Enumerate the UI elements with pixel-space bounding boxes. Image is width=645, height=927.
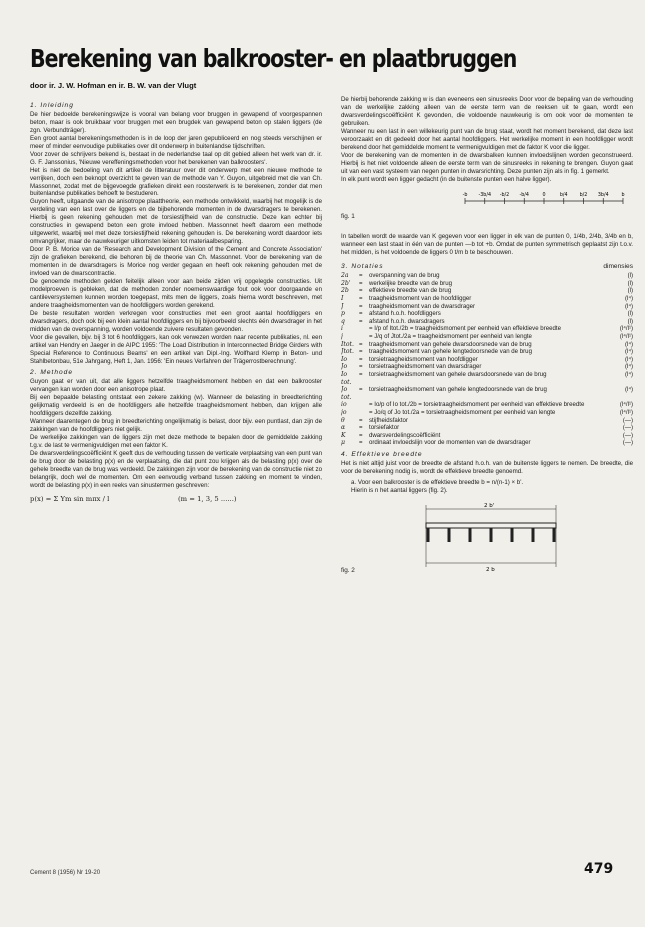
girder-web bbox=[448, 528, 451, 542]
paragraph: De werkelijke zakkingen van de liggers zijn met deze methode te bepalen door de gemiddelde zakking t.g.v. de last te vermenigvuldigen met een faktor K. bbox=[30, 434, 322, 450]
notation-description: torsietraagheidsmoment van dwarsdrager bbox=[369, 363, 482, 371]
notation-symbol: 2b' bbox=[341, 279, 351, 287]
section-heading: 1. Inleiding bbox=[30, 102, 74, 109]
notation-dimension: (l⁴) bbox=[624, 386, 633, 394]
notation-symbol: jo bbox=[341, 408, 347, 416]
notation-description: torsiefaktor bbox=[369, 424, 400, 432]
notation-symbol: Itot. bbox=[341, 340, 354, 348]
notation-equals: = bbox=[359, 295, 363, 303]
notations-table bbox=[341, 272, 633, 447]
fig1-tick-label: b/4 bbox=[559, 193, 568, 199]
bottom-dimension-label: 2 b bbox=[486, 566, 495, 573]
section-4-item-a: a. Voor een balkrooster is de effektieve breedte b = n/(n-1) × b'. bbox=[351, 478, 524, 486]
paragraph: Het is niet de bedoeling van dit artikel de litteratuur over dit onderwerp met een nieuwe methode te verrijken, doch een beknopt overzicht te geven van de methode van Y. Guyon, uitgebreid met die van Ch. Massonnet, zodat met de bijgevoegde grafieken direkt een roosterwerk is te berekenen, zonder dat men buitenlandse publikaties behoeft te bestuderen. bbox=[30, 166, 322, 198]
notation-row bbox=[341, 325, 633, 333]
notation-symbol: I bbox=[341, 295, 344, 303]
notation-symbol: i bbox=[341, 325, 343, 333]
notation-description: traagheidsmoment van gehele lengtedoorsnede van de brug bbox=[369, 348, 532, 356]
notation-description: traagheidsmoment van de hoofdligger bbox=[369, 295, 472, 303]
notation-dimension: (l⁴/l¹) bbox=[619, 401, 633, 409]
notation-dimension: (—) bbox=[622, 424, 633, 432]
right-column bbox=[341, 96, 633, 856]
notation-row bbox=[341, 432, 633, 440]
formula-lhs: p(x) = Σ Ym sin mπx / l bbox=[30, 494, 110, 503]
paragraph: De hier bedoelde berekeningswijze is vooral van belang voor bruggen in gewapend of voorgespannen beton, maar is ook bruikbaar voor bruggen met een brugdek van gewapend beton op stalen liggers (de zgn. Verbundträger). bbox=[30, 110, 322, 134]
notation-equals: = bbox=[359, 355, 363, 363]
girder-web bbox=[553, 528, 556, 542]
notation-description: traagheidsmoment van de dwarsdrager bbox=[369, 302, 476, 310]
load-series-formula bbox=[30, 496, 322, 504]
notation-symbol: K bbox=[341, 431, 346, 439]
notation-dimension: (l⁴/l¹) bbox=[619, 408, 633, 416]
notation-dimension: (—) bbox=[622, 416, 633, 424]
girder-web bbox=[490, 528, 493, 542]
notation-dimension: (l) bbox=[627, 272, 633, 280]
section-4-paragraph: Het is niet altijd juist voor de breedte de afstand h.o.h. van de buitenste liggers te nemen. De breedte, die voor de berekening nodig is, wordt de effektieve breedte genoemd. bbox=[341, 459, 633, 475]
fig1-tick-label: -b bbox=[462, 193, 468, 199]
journal-footer: Cement 8 (1956) Nr 19-20 bbox=[30, 870, 101, 876]
paragraph: Door P. B. Morice van de 'Research and Development Division of the Cement and Concrete Association' zijn de grafieken berekend, die behoren bij de theorie van Ch. Massonnet. Voor de berekening van de momenten in de dwarsdragers is Morice nog verder gegaan en heeft ook rekening gehouden met de invloed van de dwarscontractie. bbox=[30, 246, 322, 278]
notation-equals: = bbox=[359, 371, 363, 379]
paragraph: De beste resultaten worden verkregen voor constructies met een groot aantal hoofdliggers en dwarsdragers, doch ook bij een klein aantal hoofdliggers en bij bijvoorbeeld slechts één dwarsdrager in het midden van de overspanning, worden voldoende zuivere resultaten gevonden. bbox=[30, 309, 322, 333]
notation-equals bbox=[359, 401, 369, 409]
notation-symbol: io bbox=[341, 401, 347, 409]
notation-equals bbox=[359, 325, 369, 333]
paragraph: Guyon gaat er van uit, dat alle liggers hetzelfde traagheidsmoment hebben en dat een balkrooster vervangen kan worden door een anisotrope plaat. bbox=[30, 378, 322, 394]
notation-symbol: 2b bbox=[341, 287, 349, 295]
notation-equals: = bbox=[359, 416, 363, 424]
notation-row bbox=[341, 333, 633, 341]
figure-1-axis bbox=[459, 189, 629, 225]
notation-row bbox=[341, 348, 633, 356]
formula-rhs: (m = 1, 3, 5 ......) bbox=[178, 494, 237, 503]
notation-description: torsietraagheidsmoment van gehele lengtedoorsnede van de brug bbox=[369, 386, 547, 394]
notation-row bbox=[341, 417, 633, 425]
paragraph: In elk punt wordt een ligger gedacht (in de buitenste punten een halve ligger). bbox=[341, 175, 552, 183]
notation-description: afstand h.o.h. dwarsdragers bbox=[369, 317, 445, 325]
notation-row bbox=[341, 386, 633, 401]
girder-web bbox=[427, 528, 430, 542]
girder-web bbox=[511, 528, 514, 542]
notation-description: stijfheidsfaktor bbox=[369, 416, 408, 424]
fig1-tick-label: b/2 bbox=[579, 193, 588, 199]
notation-symbol: Jo bbox=[341, 363, 348, 371]
table-description: In tabellen wordt de waarde van K gegeven voor een ligger in elk van de punten 0, 1/4b, 2/4b, 3/4b en b, wanneer een last staat in één van de punten —b tot +b. Omdat de punten symmetrisch geplaatst zijn t.o.v. het midden, is het voldoende de liggers 0 t/m b te beschouwen. bbox=[341, 233, 633, 257]
section-4-heading: 4. Effektieve breedte bbox=[341, 450, 423, 458]
notation-equals bbox=[359, 333, 369, 341]
figure-1-label: fig. 1 bbox=[341, 213, 355, 221]
girder-web bbox=[532, 528, 535, 542]
notation-dimension: (l⁴/l¹) bbox=[619, 333, 633, 341]
fig1-tick-label: -b/2 bbox=[499, 193, 510, 199]
notation-symbol: α bbox=[341, 424, 346, 432]
notation-equals: = bbox=[359, 310, 363, 318]
notation-dimension: (l) bbox=[627, 310, 633, 318]
fig1-tick-label: -3b/4 bbox=[478, 193, 491, 199]
notation-dimension: (—) bbox=[622, 439, 633, 447]
notation-dimension: (l⁴) bbox=[624, 302, 633, 310]
bridge-deck bbox=[426, 523, 556, 528]
figure-2-drawing bbox=[416, 501, 566, 577]
fig1-tick-label: 0 bbox=[542, 193, 546, 199]
notation-equals: = bbox=[359, 317, 363, 325]
units-header: dimensies bbox=[603, 263, 633, 271]
article-authors: door ir. J. W. Hofman en ir. B. W. van der Vlugt bbox=[30, 81, 197, 90]
notation-dimension: (l⁴) bbox=[624, 363, 633, 371]
notation-row bbox=[341, 439, 633, 447]
notation-row bbox=[341, 363, 633, 371]
notation-equals: = bbox=[359, 363, 363, 371]
notation-row bbox=[341, 287, 633, 295]
notation-equals: = bbox=[359, 431, 363, 439]
notation-dimension: (l) bbox=[627, 317, 633, 325]
notation-dimension: (l⁴) bbox=[624, 355, 633, 363]
right-column-intro bbox=[341, 96, 633, 183]
notation-dimension: (l) bbox=[627, 287, 633, 295]
notation-symbol: J bbox=[341, 302, 344, 310]
notation-description: = Jo/q of Jo tot./2a = torsietraagheidsmoment per eenheid van lengte bbox=[369, 408, 556, 416]
notation-description: ordinaat invloedslijn voor de momenten van de dwarsdrager bbox=[369, 439, 531, 447]
notation-equals: = bbox=[359, 348, 363, 356]
notation-description: torsietraagheidsmoment van gehele dwarsdoorsnede van de brug bbox=[369, 371, 547, 379]
notation-symbol: q bbox=[341, 317, 345, 325]
paragraph: Wanneer daarentegen de brug in breedterichting ongelijkmatig is belast, door bijv. een puntlast, dan zijn de zakkingen van de hoofdliggers niet gelijk. bbox=[30, 418, 322, 434]
paragraph: Een groot aantal berekeningsmethoden is in de loop der jaren gepubliceerd en nog steeds verschijnen er meer of minder eenvoudige publikaties over dit onderwerp in buitenlandse tijdschriften. bbox=[30, 134, 322, 150]
fig1-tick-label: -b/4 bbox=[519, 193, 529, 199]
paragraph: De dwarsverdelingscoëfficiënt K geeft dus de verhouding tussen de verticale verplaatsing van een punt van de brug door de belasting p(x) en de verplaatsing, die dat punt zou krijgen als de belasting p(x) over de gehele breedte van de brug was verdeeld. De zakkingen zijn voor de berekening van de constructie niet zo belangrijk, doch wel de momenten. Om een eenvoudig verband tussen zakking en moment te vinden, wordt de belasting p(x) in een reeks van sinustermen geschreven: bbox=[30, 449, 322, 489]
notation-symbol: Io tot. bbox=[341, 371, 352, 386]
notation-symbol: Io bbox=[341, 355, 348, 363]
section-4-item-a-note: Hierin is n het aantal liggers (fig. 2). bbox=[351, 486, 448, 494]
notation-equals: = bbox=[359, 279, 363, 287]
notation-equals bbox=[359, 409, 369, 417]
notation-dimension: (l⁴) bbox=[624, 348, 633, 356]
notations-heading-row bbox=[341, 263, 633, 271]
top-dimension-label: 2 b' bbox=[484, 502, 495, 509]
notation-equals: = bbox=[359, 302, 363, 310]
notations-heading: 3. Notaties bbox=[341, 263, 384, 271]
notation-row bbox=[341, 371, 633, 386]
notation-description: effektieve breedte van de brug bbox=[369, 287, 452, 295]
notation-description: = I/p of Itot./2b = traagheidsmoment per eenheid van effektieve breedte bbox=[369, 325, 561, 333]
paragraph: Bij een bepaalde belasting ontstaat een zekere zakking (w). Wanneer de belasting in breedterichting gelijkmatig verdeeld is en de hoofdliggers alle hetzelfde traagheidsmoment hebben, dan krijgen alle hoofdliggers dezelfde zakking. bbox=[30, 394, 322, 418]
notation-row bbox=[341, 280, 633, 288]
notation-dimension: (l⁴) bbox=[624, 340, 633, 348]
notation-dimension: (l⁴) bbox=[624, 371, 633, 379]
notation-symbol: θ bbox=[341, 416, 345, 424]
notation-row bbox=[341, 409, 633, 417]
notation-symbol: j bbox=[341, 333, 343, 341]
paragraph: De hierbij behorende zakking w is dan eveneens een sinusreeks Door voor de bepaling van de verhouding van de werkelijke zakking alleen van de eerste term van de reeksen uit te gaan, wordt een dwarsverdelingscoëfficiënt K gevonden, die voldoende nauwkeurig is om ook voor de momenten te gebruiken. bbox=[341, 96, 633, 127]
paragraph: De genoemde methoden gelden feitelijk alleen voor aan beide zijden vrij opgelegde constructies. Uit modelproeven is gebleken, dat de methoden zonder noemenswaardige fout ook voor doorgaande en cantileversystemen kunnen worden toegepast, mits men de liggers, zoals hierna wordt beschreven, met andere traagheidsmomenten van de hoofdliggers worden gerekend. bbox=[30, 277, 322, 309]
notation-symbol: μ bbox=[341, 439, 345, 447]
notation-row bbox=[341, 272, 633, 280]
paragraph: Guyon heeft, uitgaande van de anisotrope plaattheorie, een methode ontwikkeld, waarbij het mogelijk is de verdeling van een last over de liggers en de bijbehorende momenten in de dwarsdragers te berekenen. Hierbij is geen rekening gehouden met de torsiestijfheid van de constructie. Deze kan echter bij constructies in gewapend beton een grote invloed hebben. Massonnet heeft daarom een methode uitgewerkt, waarbij wel met deze torsiestijfheid rekening gehouden is. De berekening wordt daardoor iets omvangrijker, maar de nauwkeuriger uitkomsten leiden tot materiaalbesparing. bbox=[30, 198, 322, 246]
notation-description: werkelijke breedte van de brug bbox=[369, 279, 452, 287]
notation-row bbox=[341, 295, 633, 303]
notation-row bbox=[341, 318, 633, 326]
paragraph: Voor die gevallen, bijv. bij 3 tot 6 hoofdliggers, kan ook verwezen worden naar recente publikaties, nl. een artikel van Hendry en Jaeger in de AIPC 1955: 'The Load Distribution in Interconnected Bridge Girders with Special Reference to Continuous Beams' en een artikel van Dipl.-Ing. Wolfhard Klemp in Beton- und Stahlbetonbau, 51e Jahrgang, Heft 1, Jan. 1956: 'Ein neues Verfahren der Trägerrostberechnung'. bbox=[30, 333, 322, 365]
figure-2 bbox=[341, 501, 633, 579]
notation-symbol: Jo tot. bbox=[341, 386, 352, 401]
notation-dimension: (l⁴) bbox=[624, 295, 633, 303]
notation-row bbox=[341, 341, 633, 349]
notation-description: overspanning van de brug bbox=[369, 272, 440, 280]
notation-symbol: 2a bbox=[341, 272, 349, 280]
figure-1 bbox=[341, 189, 633, 229]
page-number: 479 bbox=[584, 861, 614, 877]
notation-equals: = bbox=[359, 424, 363, 432]
notation-dimension: (l) bbox=[627, 279, 633, 287]
notation-equals: = bbox=[359, 272, 363, 280]
girder-web bbox=[469, 528, 472, 542]
notation-equals: = bbox=[359, 386, 363, 394]
paragraph: Wanneer nu een last in een willekeurig punt van de brug staat, wordt het moment berekend, dat deze last veroorzaakt en dit gedeeld door het aantal hoofdliggers. Het werkelijke moment in een hoofdligger wordt berekend door het gemiddelde moment te vermenigvuldigen met de faktor K voor die ligger. bbox=[341, 127, 633, 151]
notation-symbol: p bbox=[341, 310, 345, 318]
notation-equals: = bbox=[359, 287, 363, 295]
fig1-tick-label: 3b/4 bbox=[597, 193, 609, 199]
notation-description: traagheidsmoment van gehele dwarsdoorsnede van de brug bbox=[369, 340, 532, 348]
notation-symbol: Jtot. bbox=[341, 348, 354, 356]
notation-row bbox=[341, 424, 633, 432]
notation-equals: = bbox=[359, 340, 363, 348]
notation-description: afstand h.o.h. hoofdliggers bbox=[369, 310, 441, 318]
notation-row bbox=[341, 303, 633, 311]
notation-description: dwarsverdelingscoëfficiënt bbox=[369, 431, 441, 439]
paragraph: Voor zover de schrijvers bekend is, bestaat in de nederlandse taal op dit gebied alleen het werk van dr. ir. G. F. Janssonius, 'Nieuwe vereffeningsmethoden voor het berekenen van balkroosters'. bbox=[30, 150, 322, 166]
paragraph: Voor de berekening van de momenten in de dwarsbalken kunnen invloedslijnen worden geconstrueerd. Hierbij is het niet voldoende alleen de eerste term van de sinusreeks in rekening te brengen. Guyon gaat uit van een vast systeem van negen punten in dwarsrichting. Deze punten zijn als in fig. 1 gemerkt. bbox=[341, 151, 633, 175]
fig1-tick-label: b bbox=[621, 193, 625, 199]
left-column bbox=[30, 98, 322, 858]
notation-description: torsietraagheidsmoment van hoofdligger bbox=[369, 355, 478, 363]
notation-description: = J/q of Jtot./2a = traagheidsmoment per eenheid van lengte bbox=[369, 333, 532, 341]
section-heading: 2. Methode bbox=[30, 369, 73, 377]
notation-row bbox=[341, 356, 633, 364]
figure-2-label: fig. 2 bbox=[341, 566, 355, 574]
notation-equals: = bbox=[359, 439, 363, 447]
notation-row bbox=[341, 310, 633, 318]
article-title: Berekening van balkrooster- en plaatbruggen bbox=[30, 44, 517, 73]
notation-dimension: (—) bbox=[622, 431, 633, 439]
notation-description: = Io/p of Io tot./2b = torsietraagheidsmoment per eenheid van effektieve breedte bbox=[369, 401, 585, 409]
notation-dimension: (l⁴/l¹) bbox=[619, 325, 633, 333]
notation-row bbox=[341, 401, 633, 409]
